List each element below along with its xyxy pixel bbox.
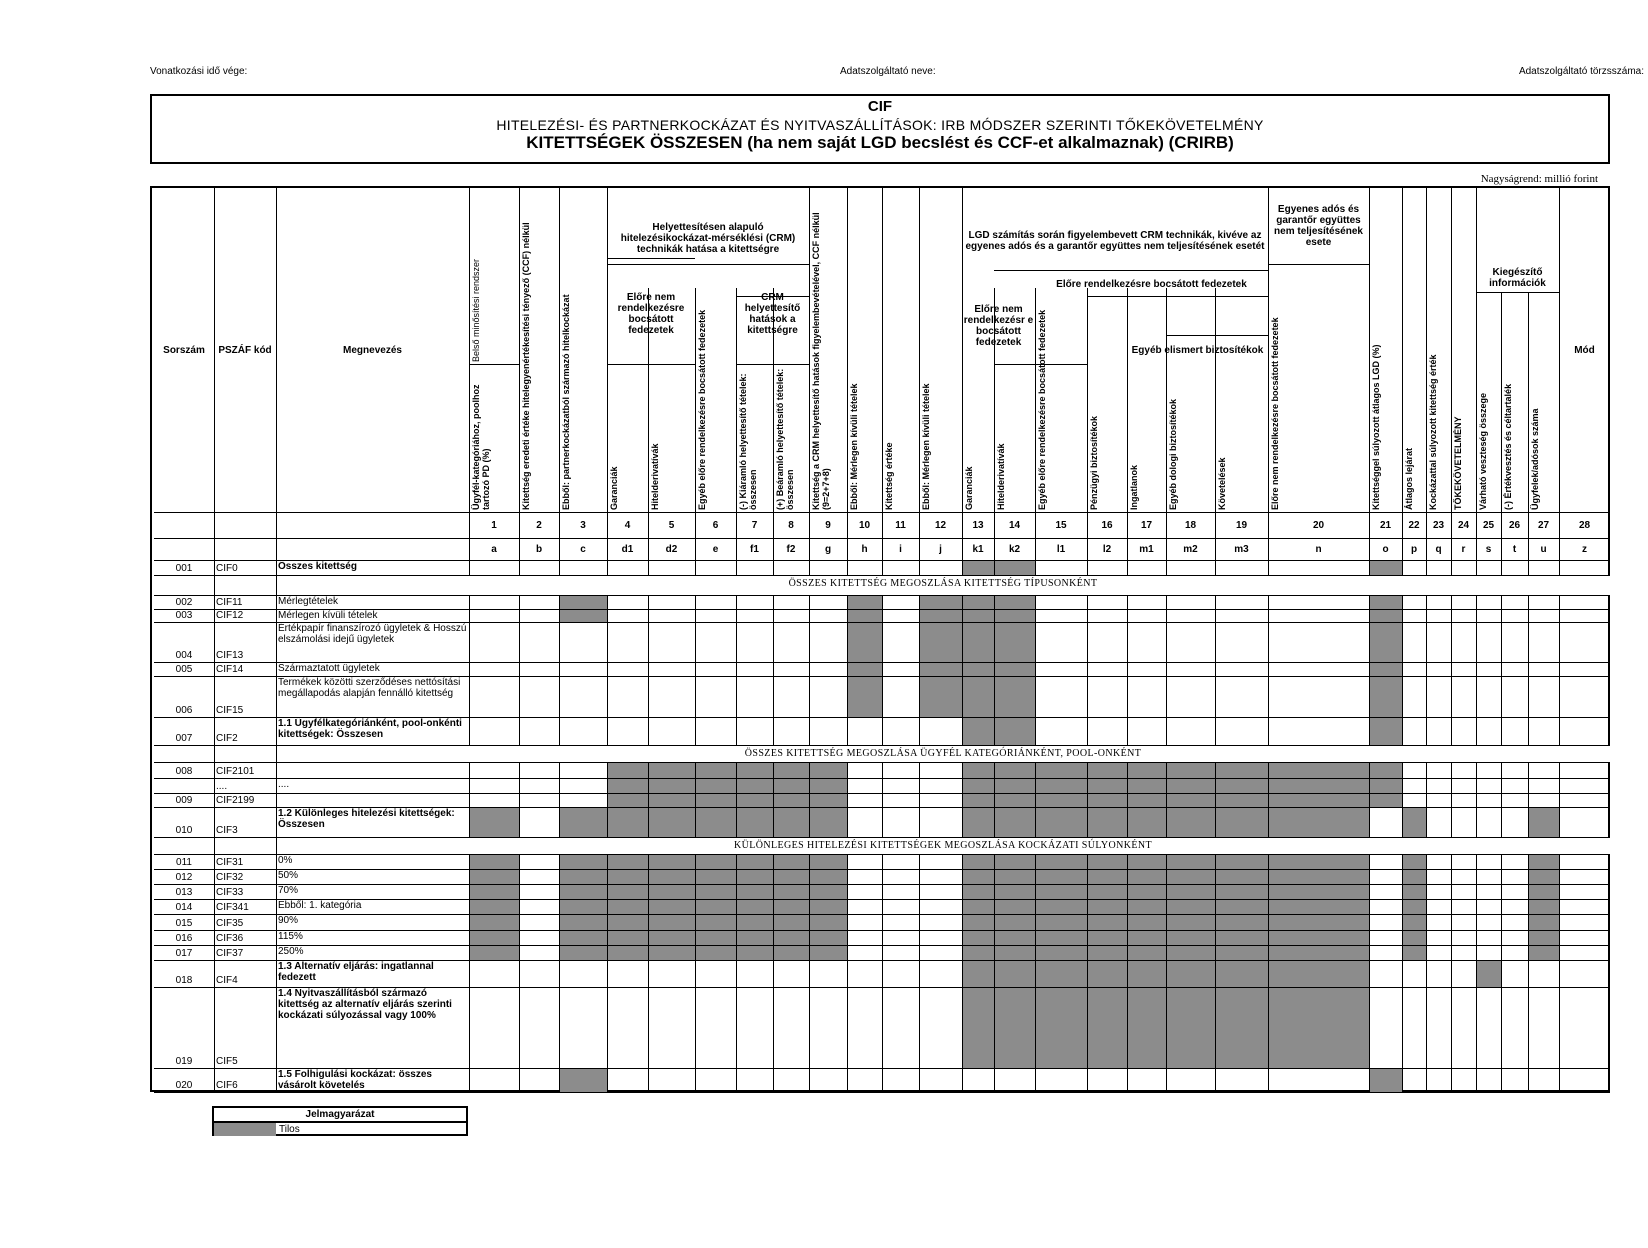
row-name: 115% — [278, 931, 303, 942]
column-header: (-) Kiáramló helyettesítő tételek: összesen — [738, 373, 758, 510]
row-sorszam: 020 — [175, 1080, 193, 1091]
forbidden-cell — [560, 610, 607, 622]
row-sorszam: 010 — [175, 825, 193, 836]
forbidden-cell — [1370, 596, 1402, 609]
row-name — [278, 794, 467, 807]
forbidden-cell — [920, 596, 962, 609]
forbidden-cell — [963, 561, 1035, 575]
row-code: CIF5 — [216, 1056, 238, 1067]
scale-note: Nagyságrend: millió forint — [1480, 173, 1598, 185]
column-number: 18 — [1184, 519, 1197, 531]
grid-line-v — [519, 188, 520, 1092]
header-elore-nem2: Előre nem rendelkezésr e bocsátott fedezetek — [963, 304, 1034, 348]
column-letter: s — [1485, 543, 1492, 555]
row-name: 1.4 Nyitvaszállításból származó kitettség az alternatív eljárás szerinti kockázati súlyozással vagy 100% — [278, 988, 452, 1021]
forbidden-cell — [560, 855, 847, 869]
row-sorszam: 014 — [175, 902, 193, 913]
row-code: CIF4 — [216, 975, 238, 986]
row-name: 50% — [278, 870, 299, 881]
column-number: 25 — [1482, 519, 1495, 531]
header-elore-rend: Előre rendelkezésre bocsátott fedezetek — [1056, 278, 1247, 290]
forbidden-cell — [920, 610, 962, 622]
forbidden-cell — [608, 794, 847, 807]
column-header: Ügyfél-kategóriához, poolhoz tartozó PD (%) — [471, 384, 491, 510]
forbidden-cell — [848, 596, 882, 609]
column-header: Garanciák — [964, 466, 974, 510]
row-name: Mérlegen kívüli tételek — [278, 610, 378, 621]
column-letter: b — [535, 543, 543, 555]
row-name: .... — [278, 779, 290, 790]
column-number: 16 — [1101, 519, 1113, 531]
forbidden-cell — [560, 596, 607, 609]
grid-line-v — [559, 188, 560, 1092]
column-number: 24 — [1457, 519, 1470, 531]
column-header: TŐKEKÖVETELMÉNY — [1453, 416, 1463, 510]
column-header: Követelések — [1217, 457, 1227, 510]
row-sorszam: 018 — [175, 975, 193, 986]
row-code: CIF12 — [216, 610, 244, 621]
grid-line-v — [469, 188, 470, 1092]
row-sorszam — [154, 781, 214, 792]
column-number: 11 — [895, 519, 906, 531]
column-number: 12 — [934, 519, 947, 531]
column-number: 14 — [1008, 519, 1021, 531]
legend — [212, 1106, 468, 1136]
forbidden-cell — [470, 946, 519, 960]
grid-line-v — [1451, 188, 1452, 1092]
provider-name-label: Adatszolgáltató neve: — [840, 66, 936, 77]
grid-line-h — [736, 364, 809, 365]
section-title: ÖSSZES KITETTSÉG MEGOSZLÁSA KITETTSÉG TÍPUSONKÉNT — [788, 578, 1098, 589]
forbidden-cell — [470, 915, 519, 930]
forbidden-cell — [1403, 946, 1426, 960]
forbidden-cell — [1529, 931, 1559, 945]
forbidden-cell — [1403, 885, 1426, 899]
forbidden-cell — [963, 610, 1035, 622]
row-name: Származtatott ügyletek — [278, 663, 380, 674]
column-letter: p — [1410, 543, 1418, 555]
column-letter: e — [712, 543, 719, 555]
grid-line-v — [1426, 188, 1427, 1092]
forbidden-cell — [1477, 961, 1501, 987]
column-letter: m1 — [1139, 543, 1154, 555]
column-number: 13 — [972, 519, 984, 531]
forbidden-cell — [848, 610, 882, 622]
column-number: 2 — [536, 519, 542, 531]
row-sorszam: 002 — [175, 597, 193, 608]
forbidden-cell — [1529, 915, 1559, 930]
header-mod: Mód — [1574, 344, 1595, 356]
row-sorszam: 012 — [175, 872, 193, 883]
row-code: .... — [216, 781, 228, 792]
column-letter: a — [491, 543, 497, 555]
forbidden-cell — [920, 677, 962, 717]
row-sorszam: 017 — [175, 948, 193, 959]
column-header: Várható veszteség összege — [1478, 392, 1488, 510]
grid-line-v — [1402, 188, 1403, 1092]
forbidden-cell — [470, 900, 519, 914]
column-header: Kitettség a CRM helyettesítő hatások figyelembevételével, CCF nélkül (9=2+7+8) — [811, 212, 831, 510]
grid-line-v — [994, 288, 995, 1092]
forbidden-cell — [470, 870, 519, 884]
grid-line-v — [1035, 288, 1036, 1092]
forbidden-cell — [848, 677, 882, 717]
grid-line-v — [1369, 188, 1370, 1092]
grid-line-v — [773, 288, 774, 1092]
form-subtitle: KITETTSÉGEK ÖSSZESEN (ha nem saját LGD becslést és CCF-et alkalmaznak) (CRIRB) — [526, 133, 1234, 152]
column-letter: r — [1461, 543, 1466, 555]
grid-line-v — [1166, 288, 1167, 1092]
column-header: Ügyfelek/adósok száma — [1530, 408, 1540, 510]
column-letter: t — [1512, 543, 1517, 555]
legend-item: Tilos — [279, 1124, 300, 1135]
title-box — [150, 94, 1610, 164]
column-number: 22 — [1408, 519, 1420, 531]
column-header: Ebből: Mérlegen kívüli tételek — [849, 383, 859, 510]
column-header: Kockázattal súlyozott kitettség érték — [1428, 354, 1438, 510]
column-letter: g — [824, 543, 832, 555]
column-letter: f1 — [750, 543, 759, 555]
forbidden-cell — [560, 870, 847, 884]
grid-line-h — [994, 270, 1268, 271]
grid-line-v — [1127, 288, 1128, 1092]
column-letter: j — [939, 543, 942, 555]
row-code: CIF36 — [216, 933, 244, 944]
column-letter: k1 — [972, 543, 984, 555]
forbidden-cell — [1370, 677, 1402, 717]
forbidden-cell — [963, 763, 1402, 778]
row-sorszam: 011 — [176, 857, 192, 868]
column-number: 8 — [788, 519, 794, 531]
row-name: 1.1 Ügyfélkategóriánként, pool-onkénti kitettségek: Összesen — [278, 718, 462, 740]
forbidden-cell — [848, 663, 882, 676]
column-header: Garanciák — [609, 466, 619, 510]
row-name: 1.3 Alternatív eljárás: ingatlannal fedezett — [278, 961, 434, 983]
column-letter: h — [861, 543, 868, 555]
reference-date-label: Vonatkozási idő vége: — [150, 66, 248, 77]
row-code: CIF31 — [216, 857, 244, 868]
grid-line-v — [1215, 288, 1216, 1092]
header-megnevezes: Megnevezés — [343, 344, 402, 356]
column-number: 10 — [858, 519, 871, 531]
column-header: (+) Beáramló helyettesítő tételek: összesen — [775, 368, 795, 510]
column-number: 15 — [1055, 519, 1067, 531]
row-sorszam: 009 — [175, 795, 193, 806]
form-title: HITELEZÉSI- ÉS PARTNERKOCKÁZAT ÉS NYITVASZÁLLÍTÁSOK: IRB MÓDSZER SZERINTI TŐKEKÖVETELMÉNY — [496, 117, 1264, 133]
column-header: Ingatlanok — [1129, 464, 1139, 510]
forbidden-cell — [1370, 718, 1402, 745]
forbidden-cell — [1529, 855, 1559, 869]
forbidden-cell — [1370, 623, 1402, 662]
forbidden-cell — [608, 779, 847, 793]
row-sorszam: 007 — [175, 733, 193, 744]
row-code: CIF2101 — [216, 766, 255, 777]
forbidden-cell — [1529, 900, 1559, 914]
forbidden-cell — [1370, 610, 1402, 622]
row-name: Összes kitettség — [278, 561, 357, 572]
section-title: KÜLÖNLEGES HITELEZÉSI KITETTSÉGEK MEGOSZLÁSA KOCKÁZATI SÚLYONKÉNT — [733, 840, 1152, 851]
row-sorszam: 019 — [175, 1056, 193, 1067]
header-sorszam: Sorszám — [163, 344, 205, 356]
grid-line-h — [1476, 292, 1559, 293]
forbidden-cell — [1403, 900, 1426, 914]
column-number: 28 — [1578, 519, 1591, 531]
row-sorszam: 016 — [175, 933, 193, 944]
grid-line-h — [154, 1092, 1610, 1093]
column-number: 3 — [580, 519, 586, 531]
row-sorszam: 003 — [175, 610, 193, 621]
forbidden-cell — [1529, 946, 1559, 960]
column-header: Egyéb dologi biztosítékok — [1168, 398, 1178, 510]
grid-line-v — [1476, 188, 1477, 1092]
forbidden-cell — [560, 915, 847, 930]
grid-line-h — [1268, 264, 1369, 265]
forbidden-cell — [963, 794, 1402, 807]
forbidden-cell — [963, 677, 1035, 717]
row-code: CIF3 — [216, 825, 238, 836]
column-letter: l2 — [1102, 543, 1112, 555]
column-letter: i — [899, 543, 902, 555]
header-pszaf: PSZÁF kód — [218, 344, 272, 356]
forbidden-cell — [1370, 561, 1402, 575]
column-header: Hitelderivatívák — [996, 443, 1006, 510]
row-sorszam: 005 — [175, 664, 193, 675]
grid-line-h — [469, 364, 519, 365]
row-code: CIF37 — [216, 948, 244, 959]
column-number: 7 — [751, 519, 758, 531]
row-code: CIF32 — [216, 872, 244, 883]
column-letter: m3 — [1234, 543, 1249, 555]
row-code: CIF0 — [216, 563, 238, 574]
column-letter: o — [1382, 543, 1389, 555]
row-code: CIF341 — [216, 902, 249, 913]
row-name: Termékek közötti szerződéses nettósítási megállapodás alapján fennálló kitettség — [278, 677, 461, 699]
row-name: Értékpapír finanszírozó ügyletek & Hosszú elszámolási idejű ügyletek — [278, 623, 467, 645]
forbidden-cell — [1529, 808, 1559, 837]
forbidden-cell — [1403, 915, 1426, 930]
column-header: Egyéb előre rendelkezésre bocsátott fedezetek — [697, 309, 707, 510]
grid-line-h — [1087, 296, 1268, 297]
column-header: Belső minősítési rendszer — [471, 258, 481, 362]
column-letter: q — [1435, 543, 1442, 555]
row-sorszam: 008 — [175, 766, 193, 777]
column-header: (-) Értékvesztés és céltartalék — [1503, 383, 1513, 510]
row-name: 250% — [278, 946, 304, 957]
header-crm-group: Helyettesítésen alapuló hitelezésikockázat-mérséklési (CRM) technikák hatása a kitettségre — [620, 221, 796, 255]
column-header: Hitelderivatívák — [650, 443, 660, 510]
forbidden-cell — [560, 900, 847, 914]
forbidden-cell — [1403, 855, 1426, 869]
row-code: CIF2 — [216, 733, 238, 744]
grid-line-v — [1528, 292, 1529, 1092]
grid-line-h — [607, 364, 695, 365]
column-number: 17 — [1140, 519, 1153, 531]
grid-line-v — [847, 188, 848, 1092]
grid-line-v — [1268, 188, 1269, 1092]
row-name: 70% — [278, 885, 299, 896]
grid-line-v — [809, 188, 810, 1092]
column-letter: n — [1315, 543, 1322, 555]
column-number: 6 — [712, 519, 719, 531]
header-egyenes: Egyenes adós és garantőr együttes nem teljesítésének esete — [1274, 204, 1363, 248]
column-letter: u — [1540, 543, 1547, 555]
header-elore-nem: Előre nem rendelkezésre bocsátott fedezetek — [617, 292, 685, 336]
forbidden-cell — [1403, 931, 1426, 945]
section-title: ÖSSZES KITETTSÉG MEGOSZLÁSA ÜGYFÉL KATEGÓRIÁNKÉNT, POOL-ONKÉNT — [744, 748, 1142, 759]
column-number: 4 — [624, 519, 631, 531]
grid-line-v — [919, 188, 920, 1092]
column-number: 5 — [668, 519, 675, 531]
row-code: CIF14 — [216, 664, 244, 675]
column-header: Kitettséggel súlyozott átlagos LGD (%) — [1371, 344, 1381, 510]
row-sorszam: 004 — [175, 650, 193, 661]
column-header: Egyéb előre rendelkezésre bocsátott fedezetek — [1037, 309, 1047, 510]
header-kiegeszito: Kiegészítő információk — [1489, 267, 1546, 289]
row-name: 1.5 Folhigulási kockázat: összes vásárolt követelés — [278, 1069, 432, 1091]
column-header: Előre nem rendelkezésre bocsátott fedezetek — [1270, 317, 1280, 510]
grid-line-v — [882, 188, 883, 1092]
forbidden-cell — [470, 855, 519, 869]
forbidden-cell — [470, 808, 519, 837]
column-header: Átlagos lejárat — [1404, 447, 1414, 510]
forbidden-cell — [848, 623, 882, 662]
column-header: Ebből: partnerkockázatból származó hitelkockázat — [561, 294, 571, 510]
forbidden-cell — [1403, 870, 1426, 884]
row-name — [278, 763, 467, 778]
column-number: 19 — [1235, 519, 1248, 531]
row-code: CIF33 — [216, 887, 244, 898]
column-letter: z — [1582, 543, 1587, 555]
report-table — [150, 186, 1610, 1092]
forbidden-cell — [963, 596, 1035, 609]
forbidden-cell — [560, 1069, 607, 1092]
forbidden-cell — [1529, 885, 1559, 899]
column-number: 23 — [1432, 519, 1445, 531]
column-letter: c — [580, 543, 586, 555]
row-sorszam: 013 — [175, 887, 193, 898]
row-sorszam: 006 — [175, 705, 193, 716]
column-number: 1 — [491, 519, 497, 531]
column-letter: d1 — [621, 543, 634, 555]
forbidden-cell — [560, 946, 847, 960]
forbidden-cell — [963, 663, 1035, 676]
forbidden-cell — [560, 808, 847, 837]
column-letter: l1 — [1056, 543, 1066, 555]
row-sorszam: 001 — [175, 563, 193, 574]
column-letter: f2 — [786, 543, 796, 555]
forbidden-cell — [470, 931, 519, 945]
column-header: Kitettség értéke — [884, 442, 894, 510]
forbidden-cell — [560, 931, 847, 945]
column-letter: m2 — [1183, 543, 1198, 555]
row-name: Ebből: 1. kategória — [278, 900, 362, 911]
row-name: 90% — [278, 915, 299, 926]
column-header: Ebből: Mérlegen kívüli tételek — [921, 383, 931, 510]
column-header: Kitettség eredeti értéke hitelegyenértékesítési tényező (CCF) nélkül — [521, 222, 531, 510]
forbidden-cell — [1403, 808, 1426, 837]
row-name: 1.2 Különleges hitelezési kitettségek: Összesen — [278, 808, 455, 830]
forbidden-cell — [608, 763, 847, 778]
forbidden-cell — [963, 779, 1402, 793]
form-code: CIF — [867, 98, 893, 115]
column-header: Pénzügyi biztosítékok — [1089, 415, 1099, 510]
forbidden-cell — [1370, 1069, 1402, 1092]
grid-line-v — [648, 288, 649, 1092]
column-number: 26 — [1508, 519, 1521, 531]
column-letter: k2 — [1008, 543, 1021, 555]
column-letter: d2 — [665, 543, 678, 555]
column-number: 21 — [1379, 519, 1392, 531]
row-code: CIF2199 — [216, 795, 255, 806]
grid-line-v — [736, 288, 737, 1092]
grid-line-v — [1087, 288, 1088, 1092]
row-code: CIF35 — [216, 918, 244, 929]
grid-line-v — [695, 288, 696, 1092]
row-code: CIF6 — [216, 1080, 238, 1091]
row-code: CIF13 — [216, 650, 244, 661]
grid-line-v — [1501, 292, 1502, 1092]
row-code: CIF15 — [216, 705, 244, 716]
forbidden-cell — [963, 718, 1035, 745]
forbidden-cell — [560, 885, 847, 899]
forbidden-cell — [1529, 870, 1559, 884]
legend-gray-swatch — [214, 1123, 276, 1136]
row-sorszam: 015 — [175, 918, 193, 929]
column-number: 27 — [1537, 519, 1550, 531]
forbidden-cell — [470, 885, 519, 899]
header-egyeb-elism: Egyéb elismert biztosítékok — [1131, 344, 1264, 356]
forbidden-cell — [920, 623, 962, 662]
row-name: Mérlegtételek — [278, 596, 339, 607]
forbidden-cell — [1370, 663, 1402, 676]
forbidden-cell — [920, 663, 962, 676]
row-name: 0% — [278, 855, 293, 866]
legend-title: Jelmagyarázat — [214, 1108, 466, 1123]
provider-id-label: Adatszolgáltató törzsszáma: — [1518, 66, 1644, 77]
forbidden-cell — [963, 623, 1035, 662]
row-code: CIF11 — [216, 597, 243, 608]
header-lgd-group: LGD számítás során figyelembevett CRM technikák, kivéve az egyenes adós és a garantőr együttes nem teljesítésének esetét — [965, 230, 1265, 252]
header-crm-hatasok: CRM helyettesítő hatások a kitettségre — [744, 292, 801, 336]
column-number: 20 — [1312, 519, 1325, 531]
column-number: 9 — [825, 519, 831, 531]
